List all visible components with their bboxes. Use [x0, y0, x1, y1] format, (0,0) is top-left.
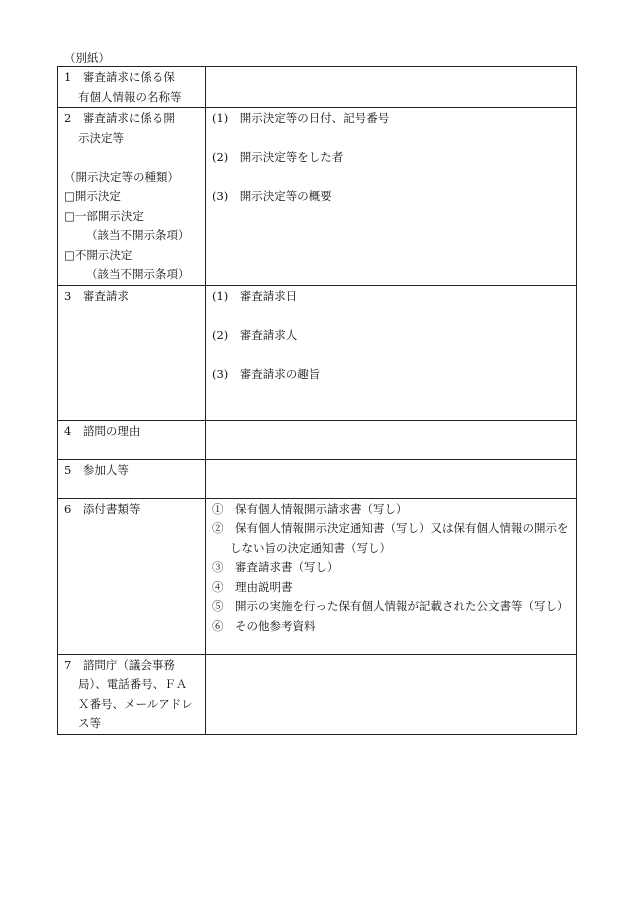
- attachment-item: ② 保有個人情報開示決定通知書（写し）又は保有個人情報の開示をしない旨の決定通知書（写し）: [212, 521, 569, 555]
- label-cell: [58, 459, 206, 498]
- row-disclosure-decision: [58, 108, 577, 286]
- row4-label: 4 諮問の理由: [64, 423, 141, 438]
- row7-label-line3: Ｘ番号、メールアドレ: [78, 696, 193, 711]
- row1-label-line2: 有個人情報の名称等: [78, 89, 182, 104]
- row5-content-field[interactable]: [206, 459, 577, 498]
- row1-content-field[interactable]: [206, 67, 577, 108]
- row-personal-info-name: [58, 67, 577, 108]
- label-cell: [58, 498, 206, 654]
- attachment-label: （別紙）: [64, 51, 110, 65]
- decision-types-header: （開示決定等の種類）: [64, 169, 179, 184]
- row6-content-field[interactable]: [206, 498, 577, 654]
- row-participants: [58, 459, 577, 498]
- partial-applicable-clause: （該当不開示条項）: [86, 228, 190, 242]
- row5-label: 5 参加人等: [64, 462, 129, 477]
- row3-label: 3 審査請求: [64, 288, 129, 303]
- row4-content-field[interactable]: [206, 420, 577, 459]
- decision-maker: (2) 開示決定等をした者: [212, 150, 344, 164]
- checkbox-disclosure[interactable]: □開示決定: [64, 189, 121, 203]
- label-cell: [58, 654, 206, 734]
- row-attachments: [58, 498, 577, 654]
- label-cell: [58, 67, 206, 108]
- row7-content-field[interactable]: [206, 654, 577, 734]
- row-inquiry-reason: [58, 420, 577, 459]
- row1-label-line1: 1 審査請求に係る保: [64, 70, 175, 84]
- review-request-date: (1) 審査請求日: [212, 288, 298, 303]
- row-inquiring-agency: [58, 654, 577, 734]
- row-review-request: [58, 285, 577, 420]
- attachment-item: ③ 審査請求書（写し）: [212, 560, 339, 574]
- review-request-purpose: (3) 審査請求の趣旨: [212, 366, 321, 381]
- attachment-item: ⑤ 開示の実施を行った保有個人情報が記載された公文書等（写し）: [212, 599, 569, 613]
- attachment-item: ① 保有個人情報開示請求書（写し）: [212, 501, 408, 516]
- label-cell: [58, 285, 206, 420]
- row7-label-line1: 7 諮問庁（議会事務: [64, 657, 175, 672]
- row3-content-field[interactable]: [206, 285, 577, 420]
- checkbox-non-disclosure[interactable]: □不開示決定: [64, 247, 133, 262]
- row2-content-field[interactable]: [206, 108, 577, 286]
- row7-label-line2: 局）、電話番号、ＦＡ: [78, 677, 188, 691]
- label-cell: [58, 420, 206, 459]
- decision-summary: (3) 開示決定等の概要: [212, 189, 332, 203]
- review-requester: (2) 審査請求人: [212, 327, 298, 342]
- row2-label-line2: 示決定等: [78, 130, 124, 145]
- checkbox-partial-disclosure[interactable]: □一部開示決定: [64, 208, 144, 223]
- row7-label-line4: ス等: [78, 716, 101, 730]
- row6-label: 6 添付書類等: [64, 501, 141, 516]
- label-cell: [58, 108, 206, 286]
- row2-label-line1: 2 審査請求に係る開: [64, 111, 175, 125]
- non-disclosure-applicable-clause: （該当不開示条項）: [86, 267, 190, 281]
- attachment-item: ⑥ その他参考資料: [212, 618, 316, 633]
- attachment-item: ④ 理由説明書: [212, 579, 293, 594]
- inquiry-form-table: [57, 66, 577, 735]
- decision-date-number: (1) 開示決定等の日付、記号番号: [212, 111, 390, 125]
